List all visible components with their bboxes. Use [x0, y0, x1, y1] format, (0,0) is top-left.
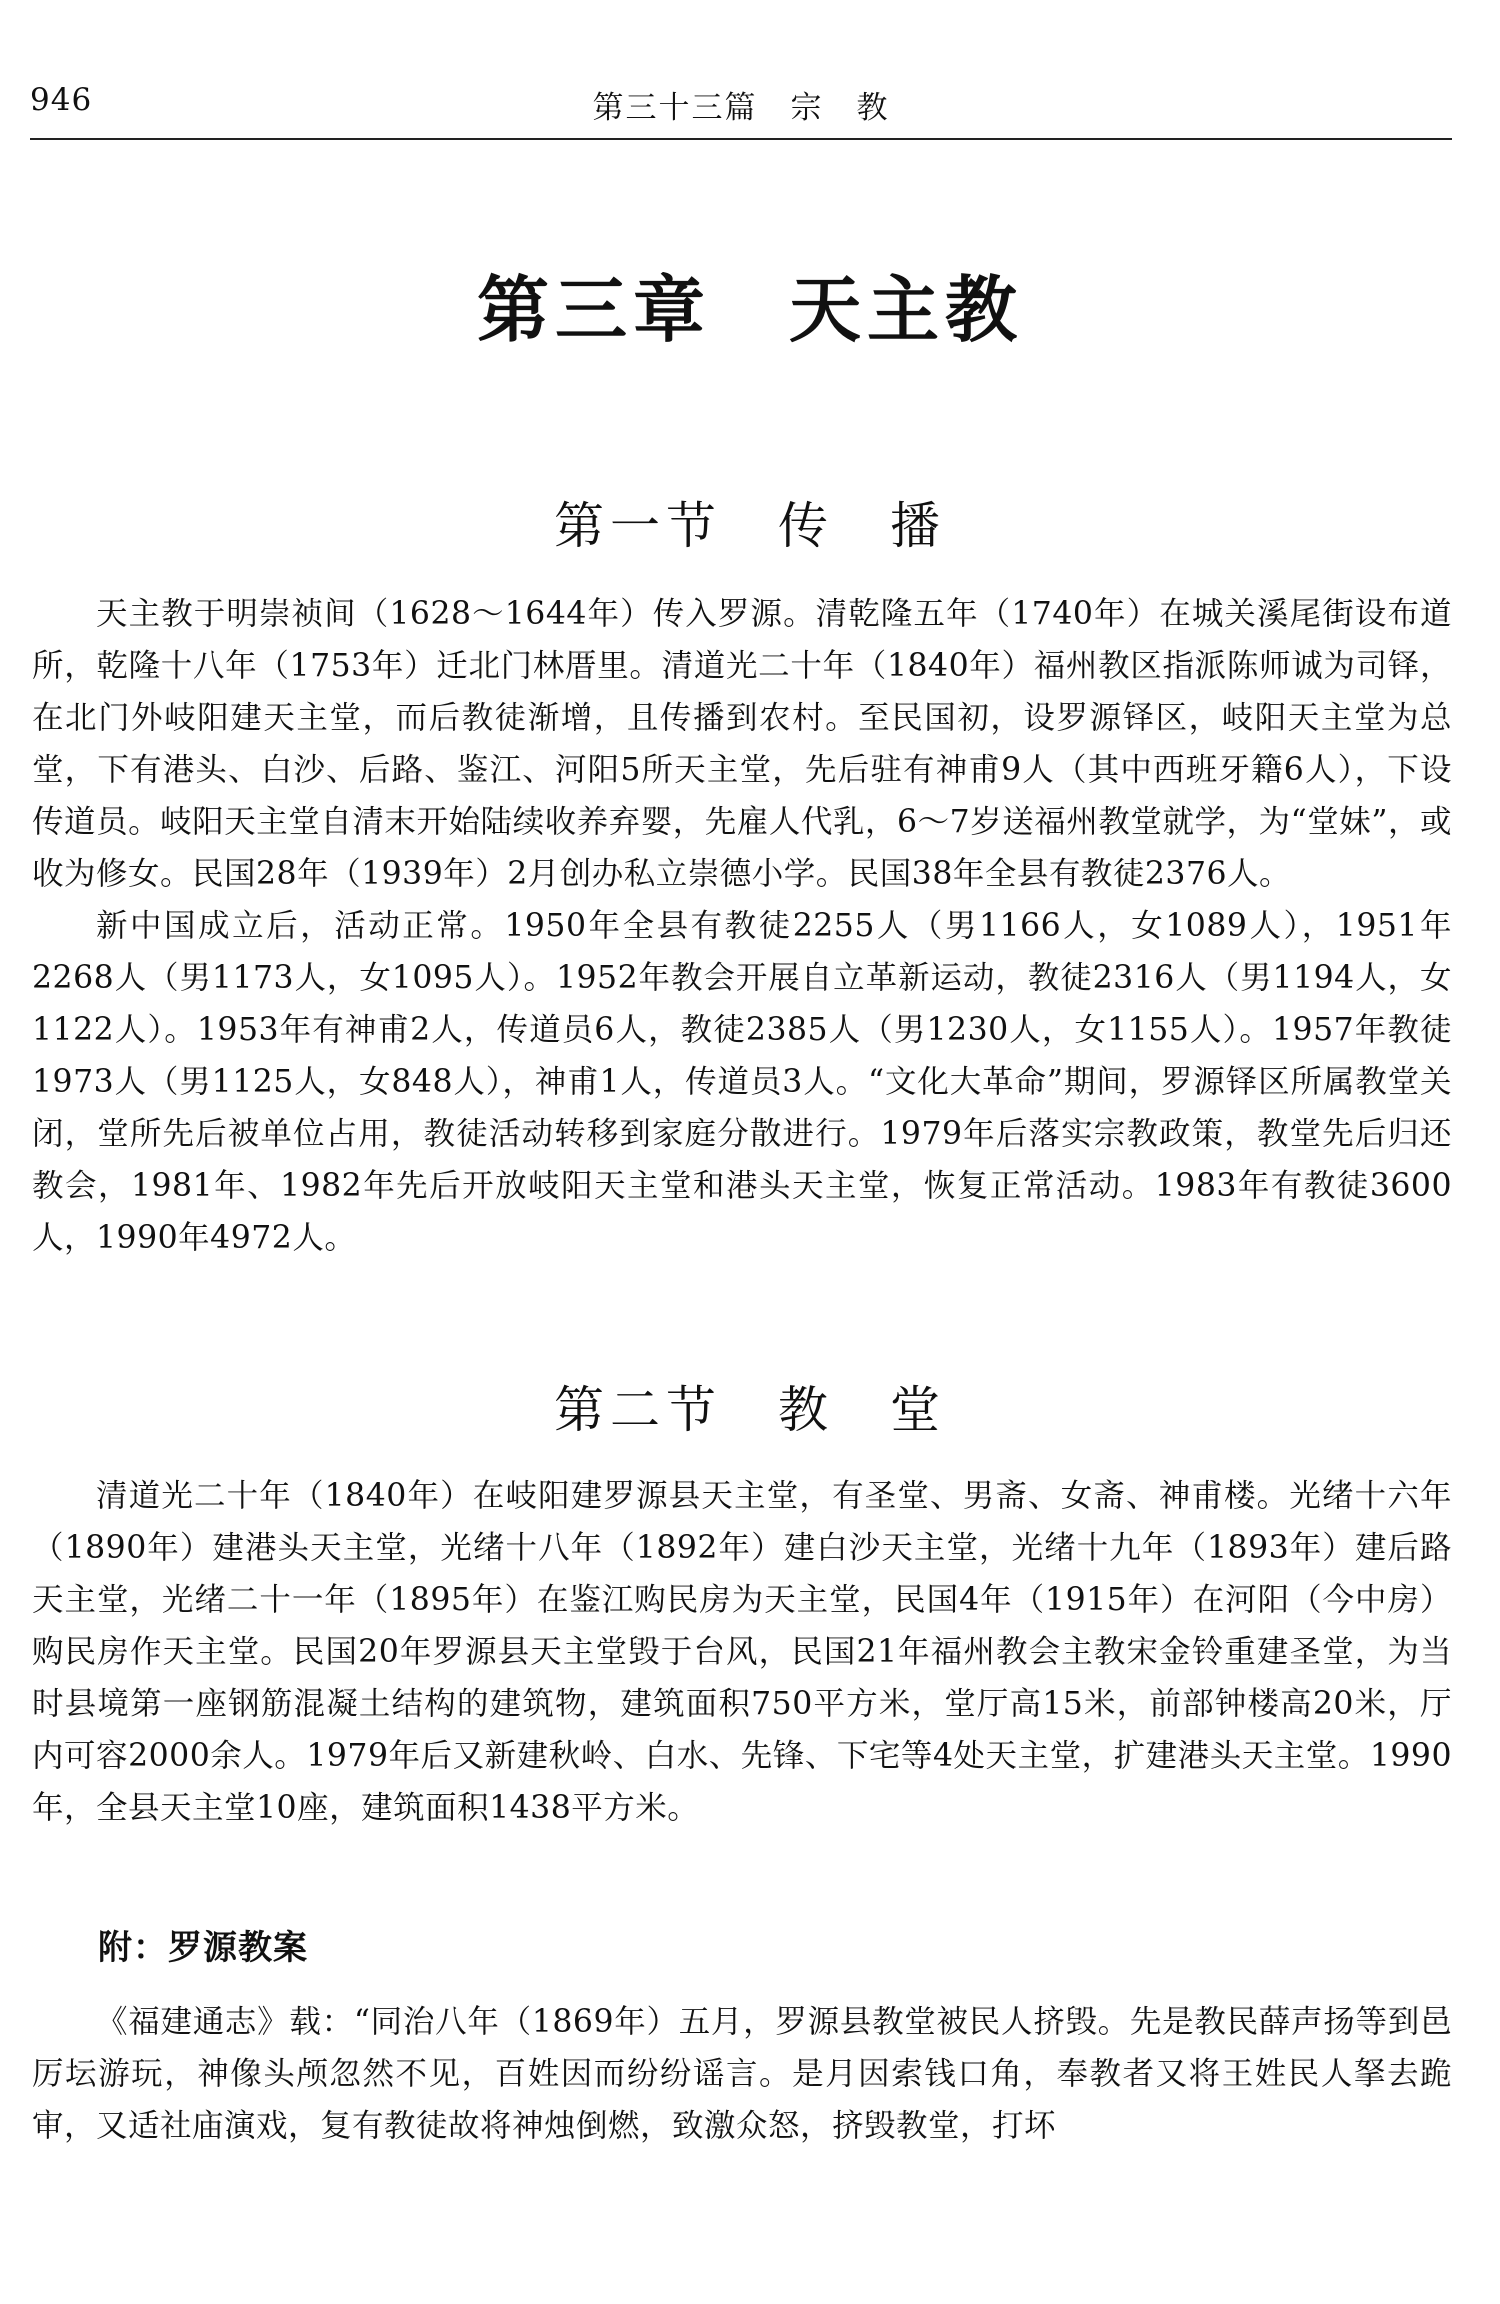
section-body-churches — [32, 1470, 1452, 1834]
running-title: 第三十三篇 宗 教 — [592, 90, 890, 126]
paragraph: 天主教于明崇祯间（1628～1644年）传入罗源。清乾隆五年（1740年）在城关溪尾街设布道所，乾隆十八年（1753年）迁北门林厝里。清道光二十年（1840年）福州教区指派陈师诚为司铎，在北门外岐阳建天主堂，而后教徒渐增，且传播到农村。至民国初，设罗源铎区，岐阳天主堂为总堂，下有港头、白沙、后路、鉴江、河阳5所天主堂，先后驻有神甫9人（其中西班牙籍6人），下设传道员。岐阳天主堂自清末开始陆续收养弃婴，先雇人代乳，6～7岁送福州教堂就学，为“堂妹”，或收为修女。民国28年（1939年）2月创办私立崇德小学。民国38年全县有教徒2376人。 — [32, 596, 1452, 892]
running-header — [30, 82, 1452, 140]
section-title-spread: 第一节 传 播 — [554, 497, 946, 555]
section-title-churches: 第二节 教 堂 — [554, 1381, 946, 1439]
paragraph: 清道光二十年（1840年）在岐阳建罗源县天主堂，有圣堂、男斋、女斋、神甫楼。光绪十六年（1890年）建港头天主堂，光绪十八年（1892年）建白沙天主堂，光绪十九年（1893年）建后路天主堂，光绪二十一年（1895年）在鉴江购民房为天主堂，民国4年（1915年）在河阳（今中房）购民房作天主堂。民国20年罗源县天主堂毁于台风，民国21年福州教会主教宋金铃重建圣堂，为当时县境第一座钢筋混凝土结构的建筑物，建筑面积750平方米，堂厅高15米，前部钟楼高20米，厅内可容2000余人。1979年后又新建秋岭、白水、先锋、下宅等4处天主堂，扩建港头天主堂。1990年，全县天主堂10座，建筑面积1438平方米。 — [32, 1478, 1452, 1826]
page-number: 946 — [30, 82, 93, 118]
paragraph: 《福建通志》载：“同治八年（1869年）五月，罗源县教堂被民人挤毁。先是教民薛声扬等到邑厉坛游玩，神像头颅忽然不见，百姓因而纷纷谣言。是月因索钱口角，奉教者又将王姓民人拏去跪审，又适社庙演戏，复有教徒故将神烛倒燃，致激众怒，挤毁教堂，打坏 — [32, 2004, 1452, 2144]
section-body-spread — [32, 588, 1452, 1264]
appendix-heading: 附：罗源教案 — [98, 1928, 308, 1968]
paragraph: 新中国成立后，活动正常。1950年全县有教徒2255人（男1166人，女1089人），1951年2268人（男1173人，女1095人）。1952年教会开展自立革新运动，教徒2316人（男1194人，女1122人）。1953年有神甫2人，传道员6人，教徒2385人（男1230人，女1155人）。1957年教徒1973人（男1125人，女848人），神甫1人，传道员3人。“文化大革命”期间，罗源铎区所属教堂关闭，堂所先后被单位占用，教徒活动转移到家庭分散进行。1979年后落实宗教政策，教堂先后归还教会，1981年、1982年先后开放岐阳天主堂和港头天主堂，恢复正常活动。1983年有教徒3600人，1990年4972人。 — [32, 908, 1452, 1256]
appendix-body — [32, 1996, 1452, 2152]
chapter-title: 第三章 天主教 — [476, 268, 1023, 352]
